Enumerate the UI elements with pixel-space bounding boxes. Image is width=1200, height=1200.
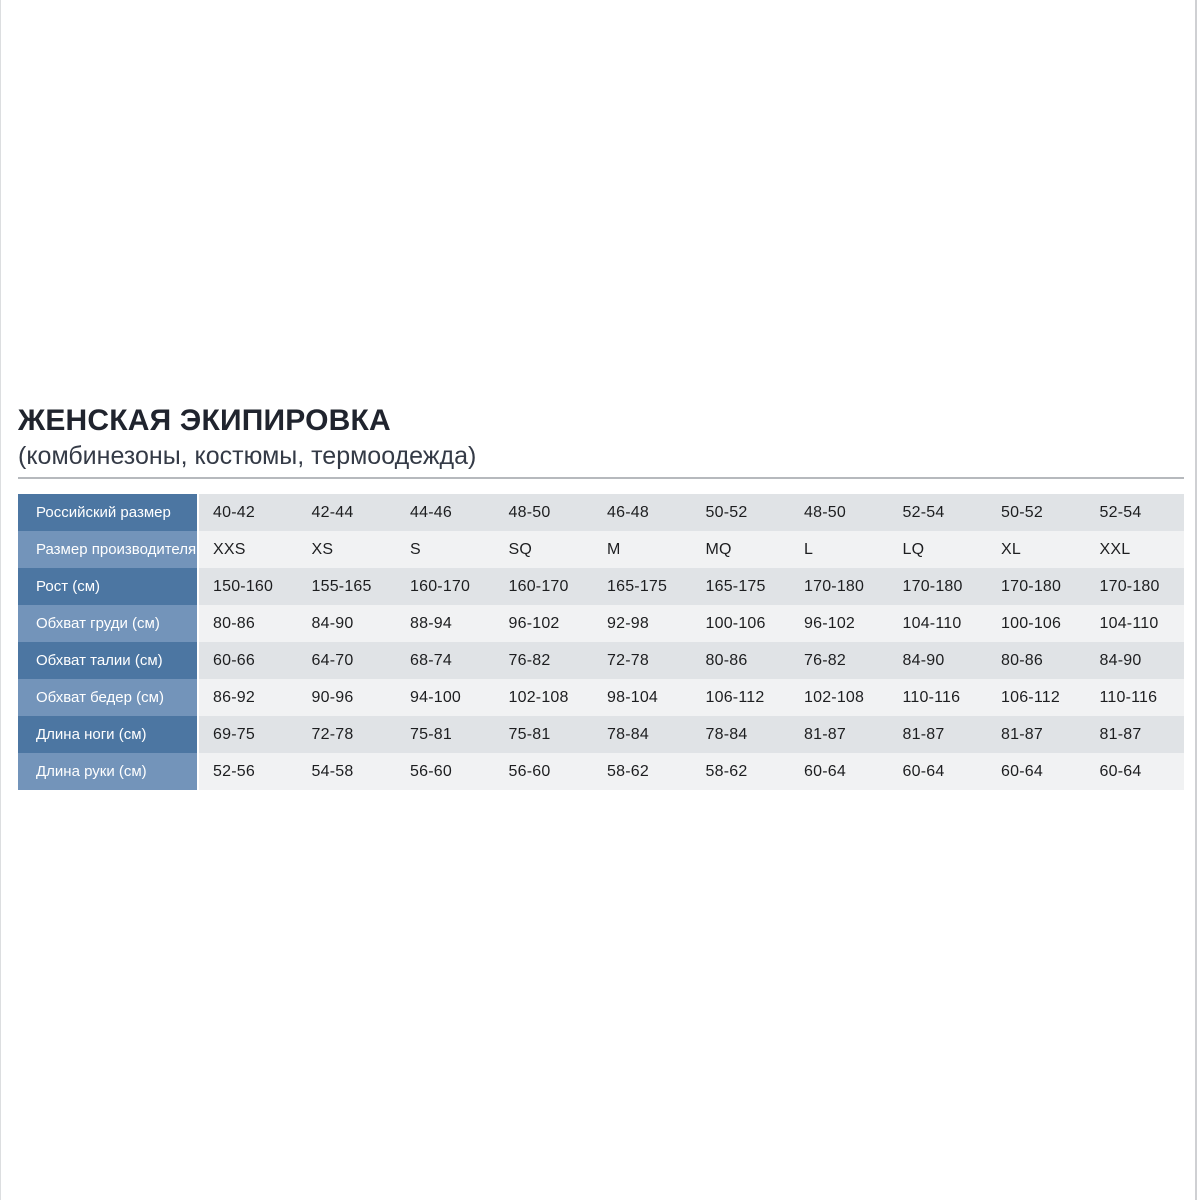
size-cell: 170-180 [902, 577, 963, 595]
size-cell: 50-52 [1001, 503, 1043, 521]
size-cell: 72-78 [607, 651, 649, 669]
row-label: Российский размер [18, 494, 197, 531]
table-row [18, 753, 1184, 790]
size-cell: 58-62 [705, 762, 748, 780]
size-cell: 81-87 [804, 725, 846, 743]
divider-line [18, 477, 1184, 479]
table-row [18, 568, 1184, 605]
size-cell: 92-98 [607, 614, 649, 632]
row-label: Длина руки (см) [18, 753, 197, 790]
page-edge-right [1195, 0, 1197, 1200]
row-values [199, 605, 1184, 642]
size-cell: S [410, 540, 421, 558]
size-cell: L [804, 540, 814, 558]
size-cell: 76-82 [508, 651, 551, 669]
size-cell: 170-180 [1001, 577, 1062, 595]
size-cell: 68-74 [410, 651, 452, 669]
size-cell: 78-84 [607, 725, 649, 743]
page-title: ЖЕНСКАЯ ЭКИПИРОВКА [18, 404, 391, 437]
size-table [18, 494, 1184, 790]
size-cell: 52-56 [213, 762, 255, 780]
size-cell: 90-96 [311, 688, 354, 706]
size-cell: LQ [902, 540, 925, 558]
size-cell: 160-170 [410, 577, 471, 595]
size-cell: 46-48 [607, 503, 649, 521]
size-cell: 96-102 [804, 614, 856, 632]
size-cell: 44-46 [410, 503, 452, 521]
size-cell: XXS [213, 540, 246, 558]
size-cell: 150-160 [213, 577, 274, 595]
size-cell: 84-90 [1099, 651, 1142, 669]
size-cell: 42-44 [311, 503, 354, 521]
size-cell: 54-58 [311, 762, 354, 780]
size-cell: 84-90 [902, 651, 945, 669]
size-cell: 86-92 [213, 688, 255, 706]
size-cell: 60-64 [1099, 762, 1142, 780]
size-cell: 75-81 [508, 725, 551, 743]
size-cell: 110-116 [1099, 688, 1158, 706]
size-cell: 48-50 [804, 503, 846, 521]
size-cell: XL [1001, 540, 1021, 558]
size-cell: 52-54 [902, 503, 945, 521]
size-cell: 40-42 [213, 503, 255, 521]
row-values [199, 531, 1184, 568]
row-values [199, 568, 1184, 605]
size-cell: 102-108 [804, 688, 865, 706]
size-cell: 58-62 [607, 762, 649, 780]
size-cell: 100-106 [705, 614, 766, 632]
size-cell: 165-175 [705, 577, 766, 595]
size-cell: 84-90 [311, 614, 354, 632]
size-cell: M [607, 540, 621, 558]
size-cell: MQ [705, 540, 732, 558]
row-label: Длина ноги (см) [18, 716, 197, 753]
size-cell: 106-112 [1001, 688, 1060, 706]
row-label: Обхват бедер (см) [18, 679, 197, 716]
size-cell: 60-66 [213, 651, 255, 669]
size-cell: 80-86 [213, 614, 255, 632]
table-row [18, 494, 1184, 531]
table-row [18, 605, 1184, 642]
table-row [18, 642, 1184, 679]
size-cell: 106-112 [705, 688, 765, 706]
row-label: Рост (см) [18, 568, 197, 605]
size-cell: 60-64 [804, 762, 846, 780]
size-cell: 160-170 [508, 577, 569, 595]
size-cell: 155-165 [311, 577, 372, 595]
size-cell: 170-180 [1099, 577, 1160, 595]
size-cell: 81-87 [1001, 725, 1043, 743]
row-values [199, 716, 1184, 753]
size-cell: 98-104 [607, 688, 659, 706]
size-cell: 50-52 [705, 503, 748, 521]
size-cell: 104-110 [902, 614, 962, 632]
size-cell: 52-54 [1099, 503, 1142, 521]
row-values [199, 494, 1184, 531]
table-row [18, 679, 1184, 716]
page-edge-left [0, 0, 1, 1200]
size-cell: 78-84 [705, 725, 748, 743]
size-cell: 72-78 [311, 725, 354, 743]
size-cell: XS [311, 540, 334, 558]
size-cell: 88-94 [410, 614, 452, 632]
row-values [199, 753, 1184, 790]
size-cell: 69-75 [213, 725, 255, 743]
size-cell: 60-64 [1001, 762, 1043, 780]
size-cell: 76-82 [804, 651, 846, 669]
size-cell: 170-180 [804, 577, 865, 595]
size-cell: 64-70 [311, 651, 354, 669]
row-label: Обхват груди (см) [18, 605, 197, 642]
size-cell: 56-60 [410, 762, 452, 780]
size-cell: SQ [508, 540, 533, 558]
size-cell: XXL [1099, 540, 1131, 558]
size-cell: 94-100 [410, 688, 462, 706]
size-cell: 75-81 [410, 725, 452, 743]
size-cell: 100-106 [1001, 614, 1062, 632]
table-row [18, 716, 1184, 753]
size-chart-section [18, 0, 1184, 790]
size-cell: 110-116 [902, 688, 961, 706]
size-cell: 81-87 [1099, 725, 1142, 743]
size-cell: 48-50 [508, 503, 551, 521]
size-cell: 96-102 [508, 614, 560, 632]
size-cell: 56-60 [508, 762, 551, 780]
row-values [199, 642, 1184, 679]
table-row [18, 531, 1184, 568]
size-cell: 102-108 [508, 688, 569, 706]
size-cell: 81-87 [902, 725, 945, 743]
row-label: Обхват талии (см) [18, 642, 197, 679]
size-cell: 80-86 [1001, 651, 1043, 669]
size-cell: 60-64 [902, 762, 945, 780]
row-label: Размер производителя [18, 531, 197, 568]
size-cell: 165-175 [607, 577, 668, 595]
size-cell: 104-110 [1099, 614, 1159, 632]
row-values [199, 679, 1184, 716]
page-subtitle: (комбинезоны, костюмы, термоодежда) [18, 442, 477, 470]
size-cell: 80-86 [705, 651, 748, 669]
